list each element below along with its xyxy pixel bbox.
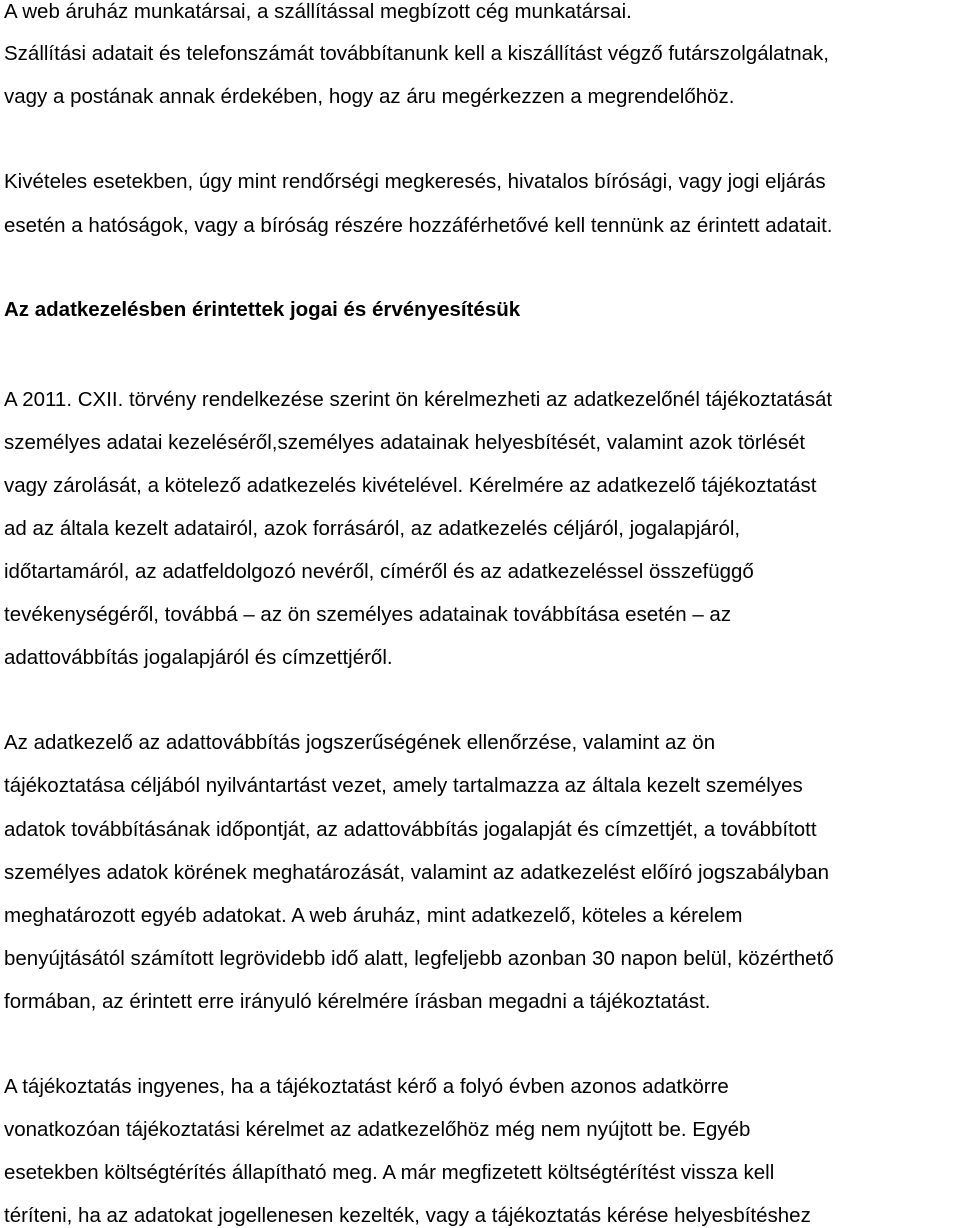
text-line: A web áruház munkatársai, a szállítással megbízott cég munkatársai. [4,0,632,23]
section-heading: Az adatkezelésben érintettek jogai és érvényesítésük [4,298,521,321]
text-line: esetén a hatóságok, vagy a bíróság részére hozzáférhetővé kell tennünk az érintett adatait. [4,214,833,237]
text-line: ad az általa kezelt adatairól, azok forrásáról, az adatkezelés céljáról, jogalapjáról, [4,517,741,540]
text-line: vonatkozóan tájékoztatási kérelmet az adatkezelőhöz még nem nyújtott be. Egyéb [4,1118,751,1141]
text-line: vagy zárolását, a kötelező adatkezelés kivételével. Kérelmére az adatkezelő tájékoztatást [4,474,817,497]
text-line: esetekben költségtérítés állapítható meg. A már megfizetett költségtérítést vissza kell [4,1161,775,1184]
text-line: meghatározott egyéb adatokat. A web áruház, mint adatkezelő, köteles a kérelem [4,904,743,927]
text-line: Kivételes esetekben, úgy mint rendőrségi megkeresés, hivatalos bírósági, vagy jogi eljárás [4,170,826,193]
text-line: időtartamáról, az adatfeldolgozó nevéről, címéről és az adatkezeléssel összefüggő [4,560,754,583]
text-line: vagy a postának annak érdekében, hogy az áru megérkezzen a megrendelőhöz. [4,85,735,108]
text-line: személyes adatok körének meghatározását, valamint az adatkezelést előíró jogszabályban [4,861,830,884]
text-line: benyújtásától számított legrövidebb idő alatt, legfeljebb azonban 30 napon belül, közérthető [4,947,834,970]
text-line: tevékenységéről, továbbá – az ön személyes adatainak továbbítása esetén – az [4,603,732,626]
text-line: A tájékoztatás ingyenes, ha a tájékoztatást kérő a folyó évben azonos adatkörre [4,1075,729,1098]
text-line: tájékoztatása céljából nyilvántartást vezet, amely tartalmazza az általa kezelt személyes [4,774,803,797]
text-line: adatok továbbításának időpontját, az adattovábbítás jogalapját és címzettjét, a továbbított [4,818,817,841]
text-line: Szállítási adatait és telefonszámát továbbítanunk kell a kiszállítást végző futárszolgálatnak, [4,42,830,65]
text-line: A 2011. CXII. törvény rendelkezése szerint ön kérelmezheti az adatkezelőnél tájékoztatását [4,388,833,411]
text-line: téríteni, ha az adatokat jogellenesen kezelték, vagy a tájékoztatás kérése helyesbítéshez [4,1204,811,1227]
text-line: adattovábbítás jogalapjáról és címzettjéről. [4,646,393,669]
text-line: Az adatkezelő az adattovábbítás jogszerűségének ellenőrzése, valamint az ön [4,731,716,754]
text-line: személyes adatai kezeléséről,személyes adatainak helyesbítését, valamint azok törlését [4,431,806,454]
text-line: formában, az érintett erre irányuló kérelmére írásban megadni a tájékoztatást. [4,990,711,1013]
